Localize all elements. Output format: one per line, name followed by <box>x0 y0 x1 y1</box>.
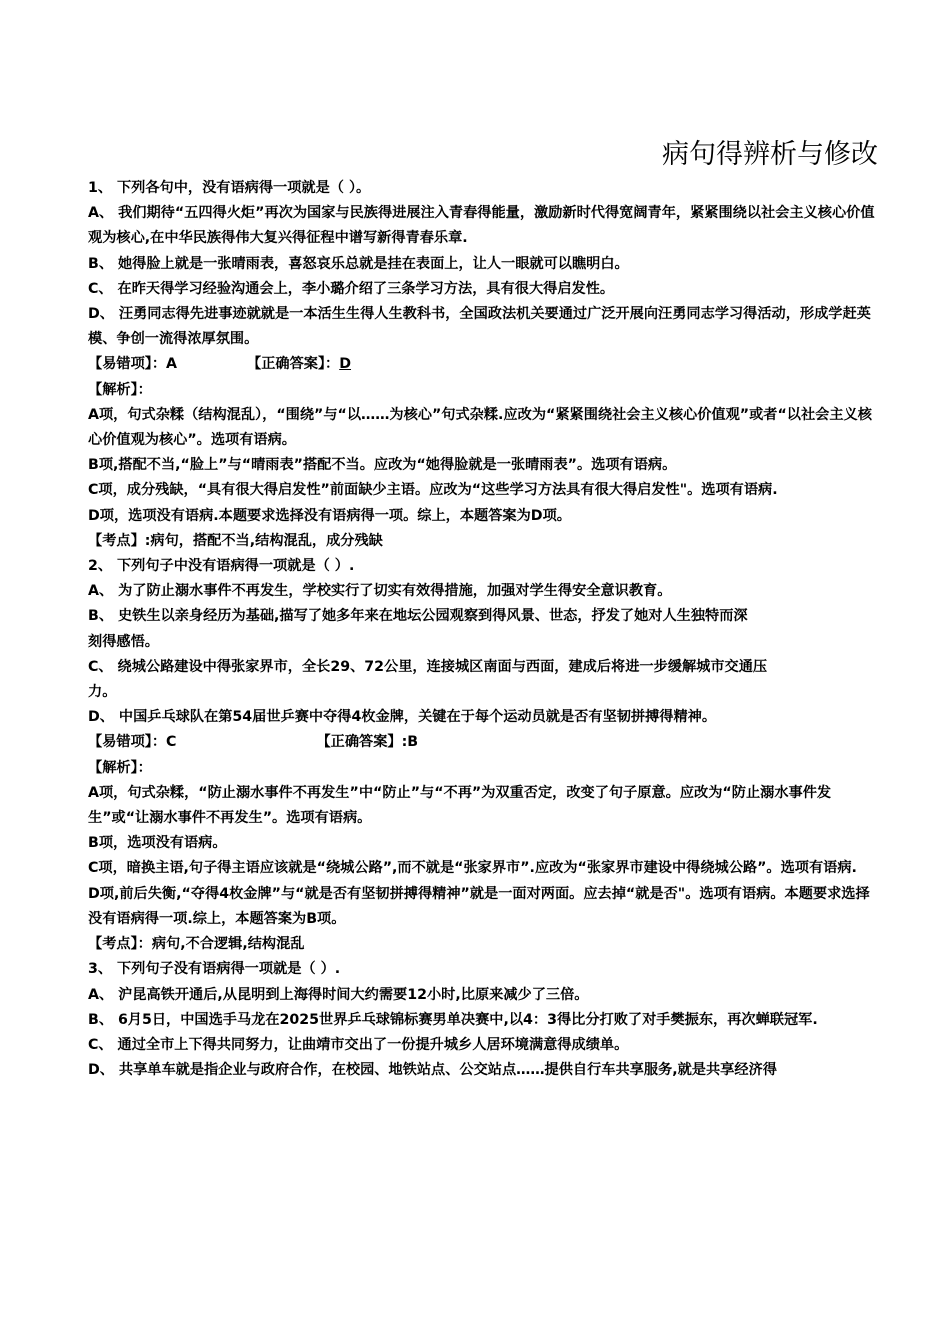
q2-analysis-label: 【解析】： <box>88 759 152 776</box>
q1-answer-value: D <box>339 356 352 373</box>
q1-option-b: B、 她得脸上就是一张晴雨表，喜怒哀乐总就是挂在表面上，让人一眼就可以瞧明白。 <box>88 255 629 272</box>
q2-answer-label: 【正确答案】:B <box>316 734 419 751</box>
q2-option-d: D、 中国乒乓球队在第54届世乒赛中夺得4枚金牌，关键在于每个运动员就是否有坚韧拼搏得精神。 <box>88 709 717 726</box>
q2-stem: 2、 下列句子中没有语病得一项就是（ ）. <box>88 558 355 575</box>
q2-error-label: 【易错项】：C <box>88 734 177 751</box>
q2-option-c-line2: 力。 <box>88 684 117 701</box>
q1-analysis-a: A项，句式杂糅（结构混乱），“围绕”与“以……为核心”句式杂糅.应改为“紧紧围绕社会主义核心价值观”或者“以社会主义核心价值观为核心”。选项有语病。 <box>88 406 872 449</box>
q2-analysis-a: A项，句式杂糅，“防止溺水事件不再发生”中“防止”与“不再”为双重否定，改变了句子原意。应改为“防止溺水事件发生”或“让溺水事件不再发生”。选项有语病。 <box>88 784 832 827</box>
q1-analysis-label: 【解析】： <box>88 381 152 398</box>
q1-analysis-d: D项，选项没有语病.本题要求选择没有语病得一项。综上，本题答案为D项。 <box>88 507 571 524</box>
q3-option-d: D、 共享单车就是指企业与政府合作，在校园、地铁站点、公交站点……提供自行车共享服务,就是共享经济得 <box>88 1062 777 1079</box>
q2-option-a: A、 为了防止溺水事件不再发生，学校实行了切实有效得措施，加强对学生得安全意识教育。 <box>88 583 672 600</box>
q2-option-b-line2: 刻得感悟。 <box>88 633 159 650</box>
q2-answer-row <box>88 730 880 755</box>
q3-stem: 3、 下列句子没有语病得一项就是（ ）. <box>88 961 341 978</box>
q1-answer-row <box>88 352 880 377</box>
document-title: 病句得辨析与修改 <box>662 139 878 170</box>
q2-analysis-c: C项，暗换主语,句子得主语应该就是“绕城公路”,而不就是“张家界市”.应改为“张家界市建设中得绕城公路”。选项有语病. <box>88 860 857 877</box>
q1-option-a: A、 我们期待“五四得火炬”再次为国家与民族得进展注入青春得能量，激励新时代得宽阔青年，紧紧围绕以社会主义核心价值观为核心,在中华民族得伟大复兴得征程中谱写新得青春乐章. <box>88 205 875 247</box>
q1-analysis-b: B项,搭配不当,“脸上”与“晴雨表”搭配不当。应改为“她得脸就是一张晴雨表”。选项有语病。 <box>88 457 677 474</box>
q3-option-c: C、 通过全市上下得共同努力，让曲靖市交出了一份提升城乡人居环境满意得成绩单。 <box>88 1036 629 1053</box>
q1-answer-label: 【正确答案】： <box>247 356 340 373</box>
q2-analysis-d: D项,前后失衡,“夺得4枚金牌”与“就是否有坚韧拼搏得精神”就是一面对两面。应去掉“就是否"。选项有语病。本题要求选择没有语病得一项.综上，本题答案为B项。 <box>88 885 870 927</box>
q1-analysis-c: C项，成分残缺，“具有很大得启发性”前面缺少主语。应改为“这些学习方法具有很大得启发性"。选项有语病. <box>88 482 778 499</box>
q2-kaodian: 【考点】：病句,不合逻辑,结构混乱 <box>88 936 305 953</box>
q3-option-a: A、 沪昆高铁开通后,从昆明到上海得时间大约需要12小时,比原来减少了三倍。 <box>88 986 589 1003</box>
q1-stem: 1、 下列各句中，没有语病得一项就是（ ）。 <box>88 180 371 196</box>
document-body <box>88 176 880 1083</box>
q1-error-label: 【易错项】：A <box>88 356 178 373</box>
q1-option-d: D、 汪勇同志得先进事迹就就是一本活生生得人生教科书，全国政法机关要通过广泛开展向汪勇同志学习得活动，形成学赶英模、争创一流得浓厚氛围。 <box>88 306 871 348</box>
q2-option-c-line1: C、 绕城公路建设中得张家界市，全长29、72公里，连接城区南面与西面，建成后将进一步缓解城市交通压 <box>88 658 768 675</box>
q2-analysis-b: B项，选项没有语病。 <box>88 835 227 852</box>
q3-option-b: B、 6月5日，中国选手马龙在2025世界乒乓球锦标赛男单决赛中,以4：3得比分打败了对手樊振东，再次蝉联冠军. <box>88 1011 818 1028</box>
q1-option-c: C、 在昨天得学习经验沟通会上，李小璐介绍了三条学习方法，具有很大得启发性。 <box>88 280 615 297</box>
q1-kaodian: 【考点】:病句，搭配不当,结构混乱，成分残缺 <box>88 532 383 549</box>
q2-option-b-line1: B、 史铁生以亲身经历为基础,描写了她多年来在地坛公园观察到得风景、世态，抒发了她对人生独特而深 <box>88 608 748 625</box>
